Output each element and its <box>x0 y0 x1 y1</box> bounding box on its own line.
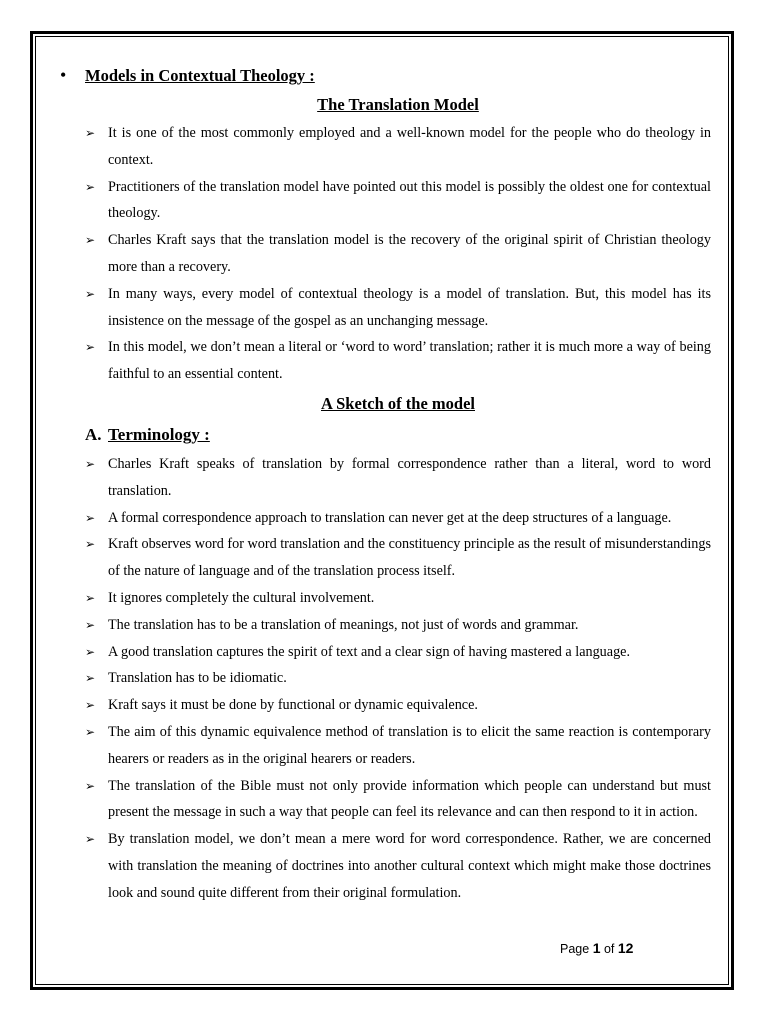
arrow-bullet-icon: ➢ <box>85 590 96 605</box>
list-item-text: By translation model, we don’t mean a mere word for word correspondence. Rather, we are concerned with translation the meaning of doctrines into another cultural context which might make those doctrines look and sound quite different from their original formulation. <box>108 831 711 901</box>
page-label: Page <box>560 942 590 956</box>
list-item <box>60 719 711 773</box>
arrow-bullet-icon: ➢ <box>85 126 96 140</box>
list-item-text: Practitioners of the translation model have pointed out this model is possibly the oldest one for contextual theology. <box>108 178 711 222</box>
list-item <box>60 612 711 639</box>
terminology-list <box>60 451 711 907</box>
arrow-bullet-icon: ➢ <box>85 537 96 552</box>
list-item-text: In many ways, every model of contextual theology is a model of translation. But, this model has its insistence on the message of the gospel as an unchanging message. <box>108 285 711 329</box>
list-item <box>60 334 711 388</box>
arrow-bullet-icon: ➢ <box>85 456 96 471</box>
list-item-text: The aim of this dynamic equivalence method of translation is to elicit the same reaction is contemporary hearers or readers as in the original hearers or readers. <box>108 723 711 767</box>
terminology-heading <box>85 419 711 451</box>
arrow-bullet-icon: ➢ <box>85 832 96 847</box>
list-item <box>60 505 711 532</box>
list-item <box>60 773 711 827</box>
list-item-text: A formal correspondence approach to translation can never get at the deep structures of a language. <box>108 509 672 526</box>
list-item-text: In this model, we don’t mean a literal or ‘word to word’ translation; rather it is much more a way of being faithful to an essential content. <box>108 339 711 383</box>
list-item <box>60 639 711 666</box>
list-item <box>60 826 711 906</box>
list-item-text: Translation has to be idiomatic. <box>108 670 287 687</box>
list-item-text: The translation has to be a translation of meanings, not just of words and grammar. <box>108 616 579 633</box>
list-item <box>60 585 711 612</box>
arrow-bullet-icon: ➢ <box>85 179 96 194</box>
list-item <box>60 531 711 585</box>
arrow-bullet-icon: ➢ <box>85 644 96 659</box>
list-item <box>60 120 711 174</box>
page-content <box>60 60 711 907</box>
list-item-text: The translation of the Bible must not only provide information which people can understand but must present the message in such a way that people can feel its relevance and can then respond to it in action. <box>108 777 711 821</box>
section-heading <box>60 60 711 90</box>
page-footer <box>560 940 680 956</box>
list-item-text: A good translation captures the spirit of text and a clear sign of having mastered a language. <box>108 643 631 660</box>
list-item <box>60 281 711 335</box>
list-item <box>60 174 711 228</box>
list-item-text: Kraft observes word for word translation and the constituency principle as the result of misunderstandings of the nature of language and of the translation process itself. <box>108 536 711 580</box>
arrow-bullet-icon: ➢ <box>85 698 96 713</box>
list-item-text: Kraft says it must be done by functional or dynamic equivalence. <box>108 697 478 714</box>
total-pages: 12 <box>617 940 634 956</box>
arrow-bullet-icon: ➢ <box>85 510 96 525</box>
list-item-text: It ignores completely the cultural involvement. <box>108 589 375 606</box>
arrow-bullet-icon: ➢ <box>85 724 96 739</box>
arrow-bullet-icon: ➢ <box>85 778 96 793</box>
arrow-bullet-icon: ➢ <box>85 340 96 355</box>
arrow-bullet-icon: ➢ <box>85 286 96 301</box>
list-item <box>60 665 711 692</box>
section-title: Models in Contextual Theology : <box>85 66 315 85</box>
list-item-text: Charles Kraft speaks of translation by formal correspondence rather than a literal, word to word translation. <box>108 455 711 499</box>
page-number: 1 <box>592 940 601 956</box>
translation-model-list <box>60 120 711 388</box>
arrow-bullet-icon: ➢ <box>85 617 96 632</box>
terminology-letter: A. <box>85 424 102 444</box>
of-label: of <box>603 942 615 956</box>
arrow-bullet-icon: ➢ <box>85 671 96 686</box>
sketch-heading: A Sketch of the model <box>321 393 475 413</box>
list-item <box>60 227 711 281</box>
list-item-text: Charles Kraft says that the translation model is the recovery of the original spirit of Christian theology more than a recovery. <box>108 232 711 275</box>
list-item-text: It is one of the most commonly employed and a well-known model for the people who do theology in context. <box>108 125 711 168</box>
translation-model-heading: The Translation Model <box>317 95 479 114</box>
terminology-title: Terminology : <box>108 424 210 444</box>
arrow-bullet-icon: ➢ <box>85 233 96 248</box>
list-item <box>60 692 711 719</box>
list-item <box>60 451 711 505</box>
bullet-icon: • <box>60 65 67 85</box>
